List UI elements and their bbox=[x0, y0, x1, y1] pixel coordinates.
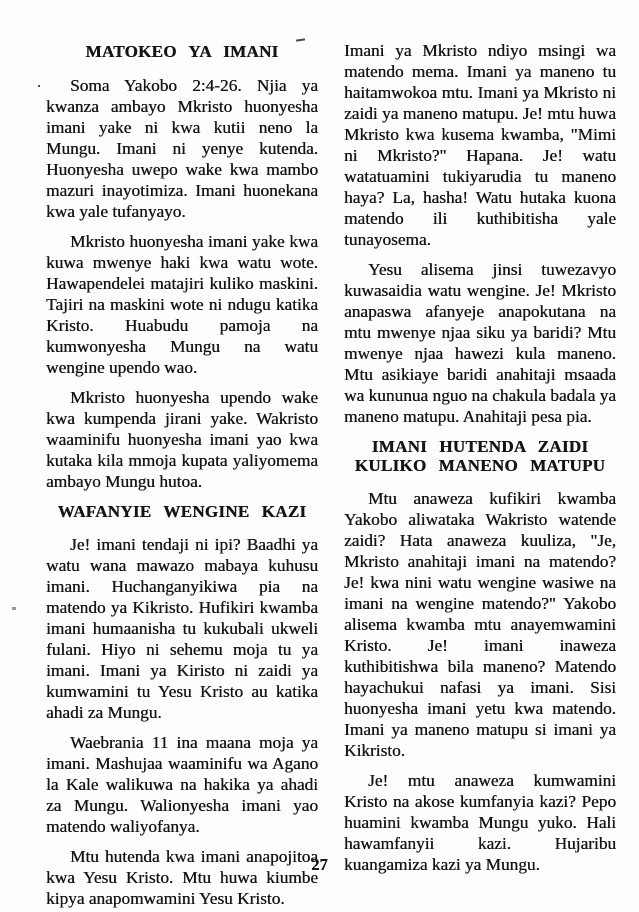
paragraph: Mkristo huonyesha imani yake kwa kuwa mwenye haki kwa watu wote. Hawapendelei matajiri kuliko maskini. Tajiri na maskini wote ni ndugu katika Kristo. Huabudu pamoja na kumwonyesha Mungu na watu wengine upendo wao. bbox=[46, 232, 318, 377]
heading-line-2: KULIKO MANENO MATUPU bbox=[354, 456, 606, 475]
right-column bbox=[344, 40, 616, 884]
paragraph: Je! mtu anaweza kumwamini Kristo na akose kumfanyia kazi? Pepo huamini kwamba Mungu yuko. Hali hawamfanyii kazi. Hujaribu kuangamiza kazi ya Mungu. bbox=[344, 771, 616, 874]
section-heading-matokeo-ya-imani: MATOKEO YA IMANI bbox=[85, 42, 279, 61]
section-heading-wafanyie-wengine-kazi: WAFANYIE WENGINE KAZI bbox=[57, 502, 307, 521]
paragraph: Mkristo huonyesha upendo wake kwa kumpenda jirani yake. Wakristo waaminifu huonyesha imani yao kwa kutaka kila mmoja kupata yaliyomema ambayo Mungu hutoa. bbox=[46, 388, 318, 491]
paragraph: Waebrania 11 ina maana moja ya imani. Mashujaa waaminifu wa Agano la Kale walikuwa na hakika ya ahadi za Mungu. Walionyesha imani yao matendo waliyofanya. bbox=[46, 733, 318, 836]
paragraph: Mtu hutenda kwa imani anapojitoa kwa Yesu Kristo. Mtu huwa kiumbe kipya anapomwamini Yesu Kristo. bbox=[46, 847, 318, 908]
paragraph: Soma Yakobo 2:4-26. Njia ya kwanza ambayo Mkristo huonyesha imani yake ni kwa kutii neno la Mungu. Imani ni yenye kutenda. Huonyesha uwepo wake kwa mambo mazuri inayotimiza. Imani huonekana kwa yale tufanyayo. bbox=[46, 76, 318, 221]
paragraph: Mtu anaweza kufikiri kwamba Yakobo aliwataka Wakristo watende zaidi? Hata anaweza kuuliza, "Je, Mkristo anahitaji imani na matendo? Je! kwa nini watu wengine wasiwe na imani na wengine matendo?" Yakobo alisema kwamba mtu anayemwamini Kristo. Je! imani inaweza kuthibitishwa bila maneno? Matendo hayachukui nafasi ya imani. Sisi huonyesha imani yetu kwa matendo. Imani ya maneno matupu si imani ya Kikristo. bbox=[344, 489, 616, 760]
scan-artifact-speck bbox=[12, 607, 16, 610]
left-column bbox=[46, 40, 318, 912]
heading-line-1: IMANI HUTENDA ZAIDI bbox=[371, 437, 589, 456]
paragraph: Je! imani tendaji ni ipi? Baadhi ya watu wana mawazo mabaya kuhusu imani. Huchanganyikiwa pia na matendo ya Kikristo. Hufikiri kwamba imani humaanisha tu kukubali ukweli fulani. Hiyo ni sehemu moja tu ya imani. Imani ya Kiristo ni zaidi ya kumwamini tu Yesu Kristo au katika ahadi za Mungu. bbox=[46, 535, 318, 722]
section-heading-imani-hutenda-zaidi bbox=[344, 437, 616, 475]
paragraph: Imani ya Mkristo ndiyo msingi wa matendo mema. Imani ya maneno tu haitamwokoa mtu. Imani ya Mkristo ni zaidi ya maneno matupu. Je! mtu huwa Mkristo kwa kusema kwamba, "Mimi ni Mkristo?" Hapana. Je! watu watatuamini tukiyarudia tu maneno haya? La, hasha! Watu hutaka kuona matendo ili kuthibitisha yale tunayosema. bbox=[344, 41, 616, 249]
scan-artifact-dot: . bbox=[37, 72, 42, 91]
paragraph: Yesu alisema jinsi tuwezavyo kuwasaidia watu wengine. Je! Mkristo anapaswa afanyeje anapokutana na mtu mwenye njaa siku ya baridi? Mtu mwenye njaa hawezi kula maneno. Mtu asikiaye baridi anahitaji msaada wa kununua nguo na chakula badala ya maneno matupu. Anahitaji pesa pia. bbox=[344, 260, 616, 426]
page-number: 27 bbox=[311, 855, 328, 874]
